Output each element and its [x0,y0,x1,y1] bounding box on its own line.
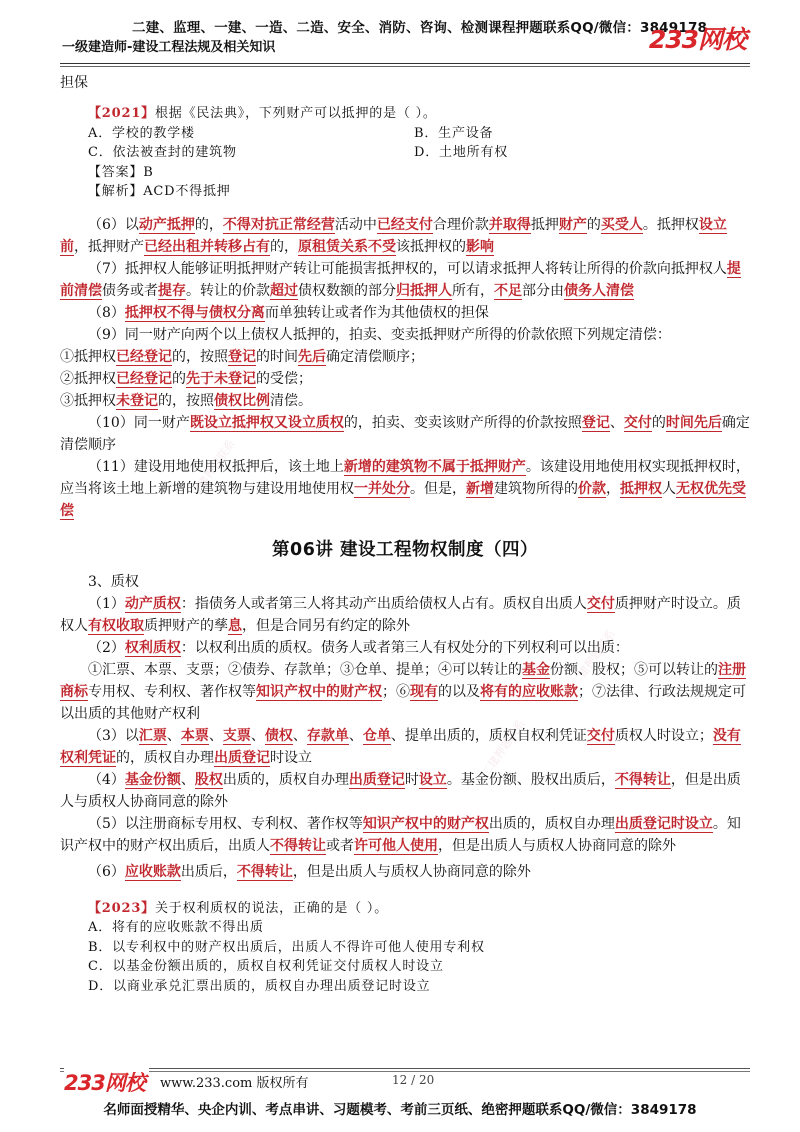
emphasis-text: 动产抵押 [138,216,195,233]
emphasis-text: 时间先后 [665,414,722,431]
emphasis-text: 先于未登记 [186,370,256,387]
emphasis-text: 债权比例 [214,392,270,409]
emphasis-text: 设立前 [60,216,727,255]
emphasis-text: 知识产权中的财产权 [256,683,382,700]
header-divider [60,63,750,64]
question-2021 [60,104,750,202]
body-text: 、 [208,727,223,744]
footer-promo-text: 名师面授精华、央企内训、考点串讲、习题模考、考前三页纸、绝密押题联系QQ/微信：3849178 [103,1102,697,1118]
main-content [60,72,750,996]
pledge-item-5 [60,813,750,857]
body-text: 、 [348,727,363,744]
body-text: 。抵押权 [642,216,699,233]
option-a: A．学校的教学楼 [88,125,195,141]
year-tag: 【2021】 [88,106,155,121]
paragraph-9-item-2 [60,368,750,390]
emphasis-text: 动产质权 [124,595,181,612]
body-text: 的 [586,216,601,233]
emphasis-text: 提前清偿 [60,260,741,299]
emphasis-text: 出质登记 [348,771,405,788]
body-text: 抵押 [530,216,559,233]
emphasis-text: 交付 [586,595,615,612]
body-text: 时设立 [270,749,312,766]
body-text: 时 [404,771,419,788]
stem-text: 根据《民法典》，下列财产可以抵押的是（ ）。 [154,106,437,121]
emphasis-text: 不得转让 [270,837,326,854]
body-text: 质权人时设立； [614,727,713,744]
option-b: B．生产设备 [414,125,494,141]
body-text: 所有， [452,282,494,299]
emphasis-text: 汇票 [138,727,167,744]
emphasis-text: 不得对抗正常经营 [222,216,335,233]
stem-text: 关于权利质权的说法，正确的是（ ）。 [154,900,389,916]
body-text: ，但是出质人与质权人协商同意的除外 [292,863,531,880]
emphasis-text: 已经出租并转移占有 [144,238,270,255]
emphasis-text: 未登记 [116,392,158,409]
body-text: 份额、股权；⑤可以转让的 [550,661,718,678]
body-text: 债权数额的部分 [298,282,396,299]
body-text: 清偿。 [270,392,312,409]
body-text: 出质的，质权自办理 [488,815,615,832]
emphasis-text: 出质登记时设立 [614,815,713,832]
body-text: 的 [172,370,186,387]
header-course-title: 一级建造师-建设工程法规及相关知识 [62,40,276,55]
emphasis-text: 不足 [494,282,522,299]
body-text: 。知识产权中的财产权出质后，出质人 [60,815,741,854]
emphasis-text: 权利质权 [124,639,181,656]
body-text: 的，按照 [172,348,228,365]
emphasis-text: 已经登记 [116,348,172,365]
body-text: ①抵押权 [60,348,116,365]
body-text: （9）同一财产向两个以上债权人抵押的，拍卖、变卖抵押财产所得的价款依照下列规定清偿： [88,326,671,343]
emphasis-text: 登记 [228,348,256,365]
emphasis-text: 影响 [466,238,494,255]
option-d: D．土地所有权 [414,145,509,160]
paragraph-11 [60,456,750,522]
emphasis-text: 债权 [264,727,293,744]
emphasis-text: 设立 [418,771,447,788]
body-text: 确定清偿顺序； [326,348,424,365]
body-text: 专用权、专利权、著作权等 [88,683,256,700]
body-text: （6） [88,863,125,880]
body-text: 的，质权自办理 [116,749,214,766]
body-text: 、 [166,727,181,744]
pledge-item-2-list [60,659,750,725]
body-text: （6）以 [88,216,139,233]
options-row [60,124,750,144]
body-text: 质押财产时设立。质权人 [60,595,741,634]
option-b: B．以专利权中的财产权出质后，出质人不得许可他人使用专利权 [88,939,485,955]
footer-site-link[interactable]: www.233.com 版权所有 [160,1076,309,1091]
option-d: D．以商业承兑汇票出质的，质权自办理出质登记时设立 [88,978,431,994]
emphasis-text: 财产 [558,216,587,233]
emphasis-text: 并取得 [488,216,531,233]
question-stem [60,104,750,124]
body-text: ；⑥ [382,683,410,700]
body-text: 的， [270,238,298,255]
body-text: 质押财产的孳 [144,617,228,634]
body-text: ，抵押财产 [74,238,144,255]
body-text: 的时间 [256,348,298,365]
body-text: 出质后， [180,863,237,880]
year-tag: 【2023】 [88,900,155,916]
body-text: 债务或者 [102,282,158,299]
option-c: C．以基金份额出质的，质权自权利凭证交付质权人时设立 [88,959,444,974]
body-text: （5）以注册商标专用权、专利权、著作权等 [88,815,363,832]
body-text: ， [606,480,620,497]
emphasis-text: 交付 [623,414,652,431]
emphasis-text: 归抵押人 [396,282,452,299]
body-text: 。该建设用地使用权实现抵押权时，应当将该土地上新增的建筑物与建设用地使用权 [60,458,750,497]
header-promo-text: 二建、监理、一建、一造、二造、安全、消防、咨询、检测课程押题联系QQ/微信：3849178 [132,20,708,36]
body-text: 合理价款 [432,216,489,233]
body-text: 而单独转让或者作为其他债权的担保 [264,304,489,321]
body-text: ，但是出质人与质权人协商同意的除外 [60,771,741,810]
emphasis-text: 基金份额 [124,771,181,788]
body-text: 的受偿； [256,370,312,387]
emphasis-text: 超过 [270,282,298,299]
footer-logo: 233网校 [64,1067,149,1097]
body-text: ②抵押权 [60,370,116,387]
pledge-item-4 [60,769,750,813]
body-text: 的， [194,216,223,233]
answer-text: 【答案】B [88,164,154,180]
emphasis-text: 股权 [194,771,223,788]
body-text: 、 [292,727,307,744]
brand-logo: 233网校 [648,25,746,54]
section-title: 第06讲 建设工程物权制度（四） [272,539,538,560]
paragraph-6 [60,214,750,258]
body-text: （2） [88,639,125,656]
emphasis-text: 支票 [222,727,251,744]
emphasis-text: 原租赁关系不受 [298,238,396,255]
body-text: 、提单出质的，质权自权利凭证 [390,727,587,744]
emphasis-text: 既设立抵押权又设立质权 [189,414,344,431]
emphasis-text: 一并处分 [354,480,410,497]
body-text: 建筑物所得的 [494,480,578,497]
paragraph-9-item-1 [60,346,750,368]
pledge-heading: 3、质权 [88,573,139,590]
body-text: 确定清偿顺序 [60,414,750,453]
paragraph-10 [60,412,750,456]
body-text: （7）抵押权人能够证明抵押财产转让可能损害抵押权的，可以请求抵押人将转让所得的价款向抵押权人 [88,260,727,277]
body-text: 出质的，质权自办理 [222,771,349,788]
emphasis-text: 先后 [298,348,326,365]
pledge-item-6 [60,861,750,883]
emphasis-text: 债务人清偿 [564,282,634,299]
emphasis-text: 价款 [578,480,606,497]
option-c: C．依法被查封的建筑物 [88,145,237,160]
body-text: 。但是， [410,480,466,497]
question-2023 [60,899,750,997]
emphasis-text: 提存 [158,282,186,299]
emphasis-text: 已经支付 [376,216,433,233]
emphasis-text: 抵押权 [620,480,662,497]
body-text: ；⑦法律、行政法规规定可以出质的其他财产权利 [60,683,746,722]
body-text: ③抵押权 [60,392,116,409]
emphasis-text: 应收账款 [124,863,181,880]
paragraph-8 [60,302,750,324]
emphasis-text: 存款单 [306,727,349,744]
body-text: （4） [88,771,125,788]
body-text: 。基金份额、股权出质后， [446,771,615,788]
emphasis-text: 现有 [410,683,438,700]
pledge-item-2 [60,637,750,659]
watermark: 二建押题联系 [569,627,618,690]
watermark: 二建押题联系 [189,437,238,500]
paragraph-9 [60,324,750,346]
emphasis-text: 买受人 [600,216,643,233]
emphasis-text: 有权收取 [88,617,144,634]
emphasis-text: 将有的应收账款 [480,683,578,700]
paragraph-9-item-3 [60,390,750,412]
emphasis-text: 仓单 [362,727,391,744]
emphasis-text: 基金 [522,661,550,678]
emphasis-text: 息 [228,617,242,634]
emphasis-text: 没有权利凭证 [60,727,741,766]
emphasis-text: 不得转让 [614,771,671,788]
body-text: ，但是合同另有约定的除外 [242,617,410,634]
body-text: 的，拍卖、变卖该财产所得的价款按照 [343,414,582,431]
emphasis-text: 无权优先受偿 [60,480,746,519]
watermark: 二建押题联系 [479,717,528,780]
body-text: （8） [88,304,125,321]
page-number: 12 / 20 [392,1073,435,1087]
pledge-item-3 [60,725,750,769]
emphasis-text: 新增 [466,480,494,497]
body-text: 的，按照 [158,392,214,409]
emphasis-text: 本票 [180,727,209,744]
body-text: 。转让的价款 [186,282,270,299]
emphasis-text: 新增的建筑物不属于抵押财产 [343,458,526,475]
body-text: ：以权利出质的质权。债务人或者第三人有权处分的下列权利可以出质： [180,639,629,656]
intro-text: 担保 [60,75,88,91]
options-row [60,143,750,163]
emphasis-text: 出质登记 [214,749,270,766]
body-text: ，但是出质人与质权人协商同意的除外 [438,837,676,854]
analysis-text: 【解析】ACD不得抵押 [88,184,231,199]
question-stem [60,899,750,919]
emphasis-text: 已经登记 [116,370,172,387]
body-text: （11）建设用地使用权抵押后，该土地上 [88,458,344,475]
body-text: 活动中 [334,216,377,233]
body-text: 、 [609,414,624,431]
body-text: 部分由 [522,282,564,299]
emphasis-text: 许可他人使用 [354,837,438,854]
emphasis-text: 交付 [586,727,615,744]
body-text: ①汇票、本票、支票；②债券、存款单；③仓单、提单；④可以转让的 [88,661,522,678]
body-text: （10）同一财产 [88,414,190,431]
body-text: 、 [250,727,265,744]
body-text: 或者 [326,837,354,854]
body-text: （3）以 [88,727,139,744]
body-text: 的以及 [438,683,480,700]
pledge-item-1 [60,593,750,637]
option-a: A．将有的应收账款不得出质 [88,920,264,935]
emphasis-text: 注册商标 [60,661,746,700]
body-text: 该抵押权的 [396,238,466,255]
emphasis-text: 不得转让 [236,863,293,880]
emphasis-text: 知识产权中的财产权 [362,815,489,832]
paragraph-7 [60,258,750,302]
emphasis-text: 抵押权不得与债权分离 [124,304,265,321]
emphasis-text: 登记 [581,414,610,431]
page-header [60,14,750,62]
body-text: 人 [662,480,676,497]
footer-divider [60,1068,750,1069]
body-text: （1） [88,595,125,612]
header-divider-thin [60,66,750,67]
body-text: 、 [180,771,195,788]
body-text: ：指债务人或者第三人将其动产出质给债权人占有。质权自出质人 [180,595,587,612]
body-text: 的 [651,414,666,431]
